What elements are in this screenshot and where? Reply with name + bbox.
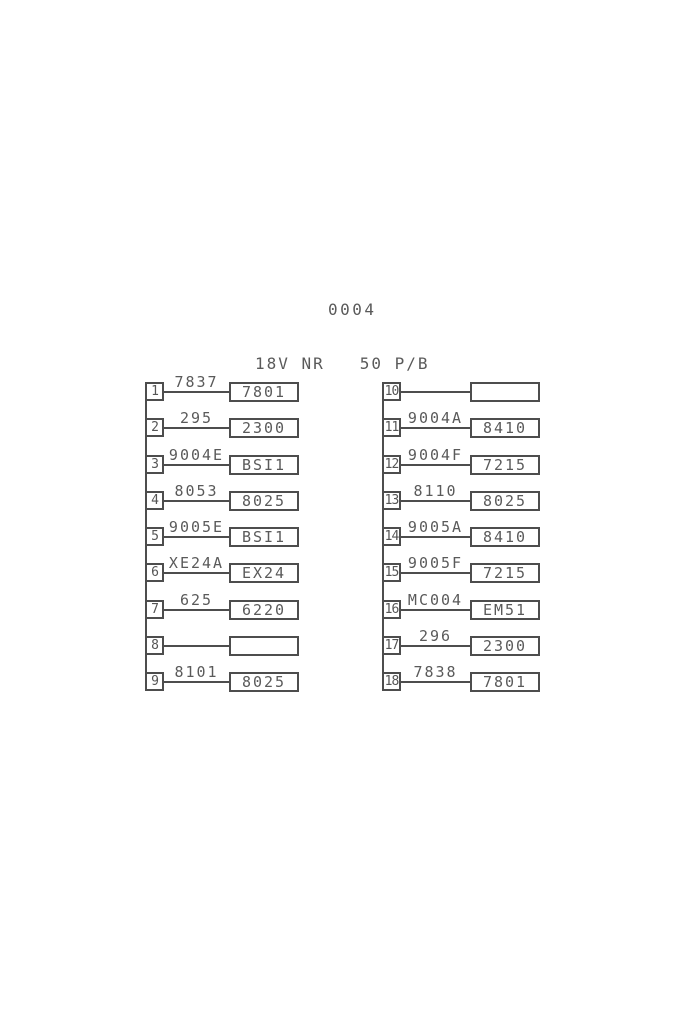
dest-label: 7215	[482, 456, 528, 474]
diagram-header: 18V NR 50 P/B	[255, 354, 430, 373]
pin-number: 18	[384, 674, 399, 689]
pin-box	[382, 382, 401, 401]
dest-box	[229, 527, 299, 547]
wire-line	[400, 645, 470, 647]
wire-label: 9004E	[168, 446, 225, 464]
dest-box	[229, 418, 299, 438]
wire-label: 9005E	[168, 518, 225, 536]
pin-number: 13	[384, 493, 399, 508]
dest-label: BSI1	[241, 456, 287, 474]
wire-label: 7837	[174, 373, 219, 391]
pin-box	[145, 418, 164, 437]
wire-line	[400, 609, 470, 611]
wire-label: XE24A	[168, 554, 225, 572]
pin-box	[145, 672, 164, 691]
pin-box	[145, 636, 164, 655]
dest-box	[229, 672, 299, 692]
dest-label: 7215	[482, 564, 528, 582]
dest-box	[470, 636, 540, 656]
dest-box	[229, 455, 299, 475]
pin-number: 2	[151, 420, 158, 435]
dest-label: 8410	[482, 528, 528, 546]
wire-line	[163, 645, 229, 647]
dest-box	[470, 382, 540, 402]
dest-box	[229, 600, 299, 620]
dest-box	[229, 491, 299, 511]
wire-label: 9004F	[407, 446, 464, 464]
dest-label: 8025	[241, 492, 287, 510]
dest-box	[470, 455, 540, 475]
pin-box	[382, 672, 401, 691]
dest-label: 8025	[241, 673, 287, 691]
dest-box	[470, 563, 540, 583]
pin-box	[382, 491, 401, 510]
wire-label: 8110	[413, 482, 458, 500]
wire-label: 9005F	[407, 554, 464, 572]
dest-label: 2300	[241, 419, 287, 437]
pin-box	[382, 563, 401, 582]
wire-line	[400, 572, 470, 574]
pin-box	[145, 527, 164, 546]
wire-line	[400, 681, 470, 683]
pin-box	[145, 563, 164, 582]
wire-line	[163, 464, 229, 466]
dest-box	[470, 672, 540, 692]
pin-box	[382, 527, 401, 546]
dest-label: 7801	[482, 673, 528, 691]
wire-label: 8053	[174, 482, 219, 500]
pin-box	[145, 455, 164, 474]
wire-line	[400, 391, 470, 393]
wire-label: 295	[179, 409, 214, 427]
dest-label: EX24	[241, 564, 287, 582]
pin-box	[145, 382, 164, 401]
dest-label: BSI1	[241, 528, 287, 546]
dest-box	[229, 636, 299, 656]
pin-number: 1	[151, 384, 158, 399]
pin-number: 3	[151, 457, 158, 472]
pin-box	[382, 600, 401, 619]
pin-box	[382, 418, 401, 437]
dest-box	[229, 382, 299, 402]
wire-label: 7838	[413, 663, 458, 681]
pin-number: 14	[384, 529, 399, 544]
dest-box	[470, 418, 540, 438]
pin-number: 4	[151, 493, 158, 508]
wire-label: 9004A	[407, 409, 464, 427]
wire-line	[163, 536, 229, 538]
pin-number: 8	[151, 638, 158, 653]
pin-number: 6	[151, 565, 158, 580]
wire-label: 296	[418, 627, 453, 645]
wire-line	[400, 500, 470, 502]
pin-number: 17	[384, 638, 399, 653]
wire-label: 9005A	[407, 518, 464, 536]
wire-label: 8101	[174, 663, 219, 681]
wire-line	[163, 427, 229, 429]
pin-box	[145, 600, 164, 619]
wire-line	[163, 500, 229, 502]
wire-line	[163, 572, 229, 574]
dest-label: 2300	[482, 637, 528, 655]
dest-label: 7801	[241, 383, 287, 401]
wire-line	[400, 464, 470, 466]
wire-line	[400, 427, 470, 429]
wire-line	[400, 536, 470, 538]
dest-label: EM51	[482, 601, 528, 619]
dest-box	[470, 491, 540, 511]
wire-line	[163, 391, 229, 393]
pin-number: 15	[384, 565, 399, 580]
pin-number: 7	[151, 602, 158, 617]
pin-box	[145, 491, 164, 510]
pin-box	[382, 636, 401, 655]
pin-number: 5	[151, 529, 158, 544]
pin-number: 10	[384, 384, 399, 399]
page-title: 0004	[328, 300, 377, 319]
pin-number: 11	[384, 420, 399, 435]
wire-label: 625	[179, 591, 214, 609]
pin-number: 9	[151, 674, 158, 689]
wire-line	[163, 681, 229, 683]
dest-box	[470, 527, 540, 547]
pin-number: 12	[384, 457, 399, 472]
pin-number: 16	[384, 602, 399, 617]
dest-label: 8410	[482, 419, 528, 437]
wire-label: MC004	[407, 591, 464, 609]
dest-label: 6220	[241, 601, 287, 619]
pin-box	[382, 455, 401, 474]
dest-box	[470, 600, 540, 620]
dest-label: 8025	[482, 492, 528, 510]
wire-line	[163, 609, 229, 611]
dest-box	[229, 563, 299, 583]
